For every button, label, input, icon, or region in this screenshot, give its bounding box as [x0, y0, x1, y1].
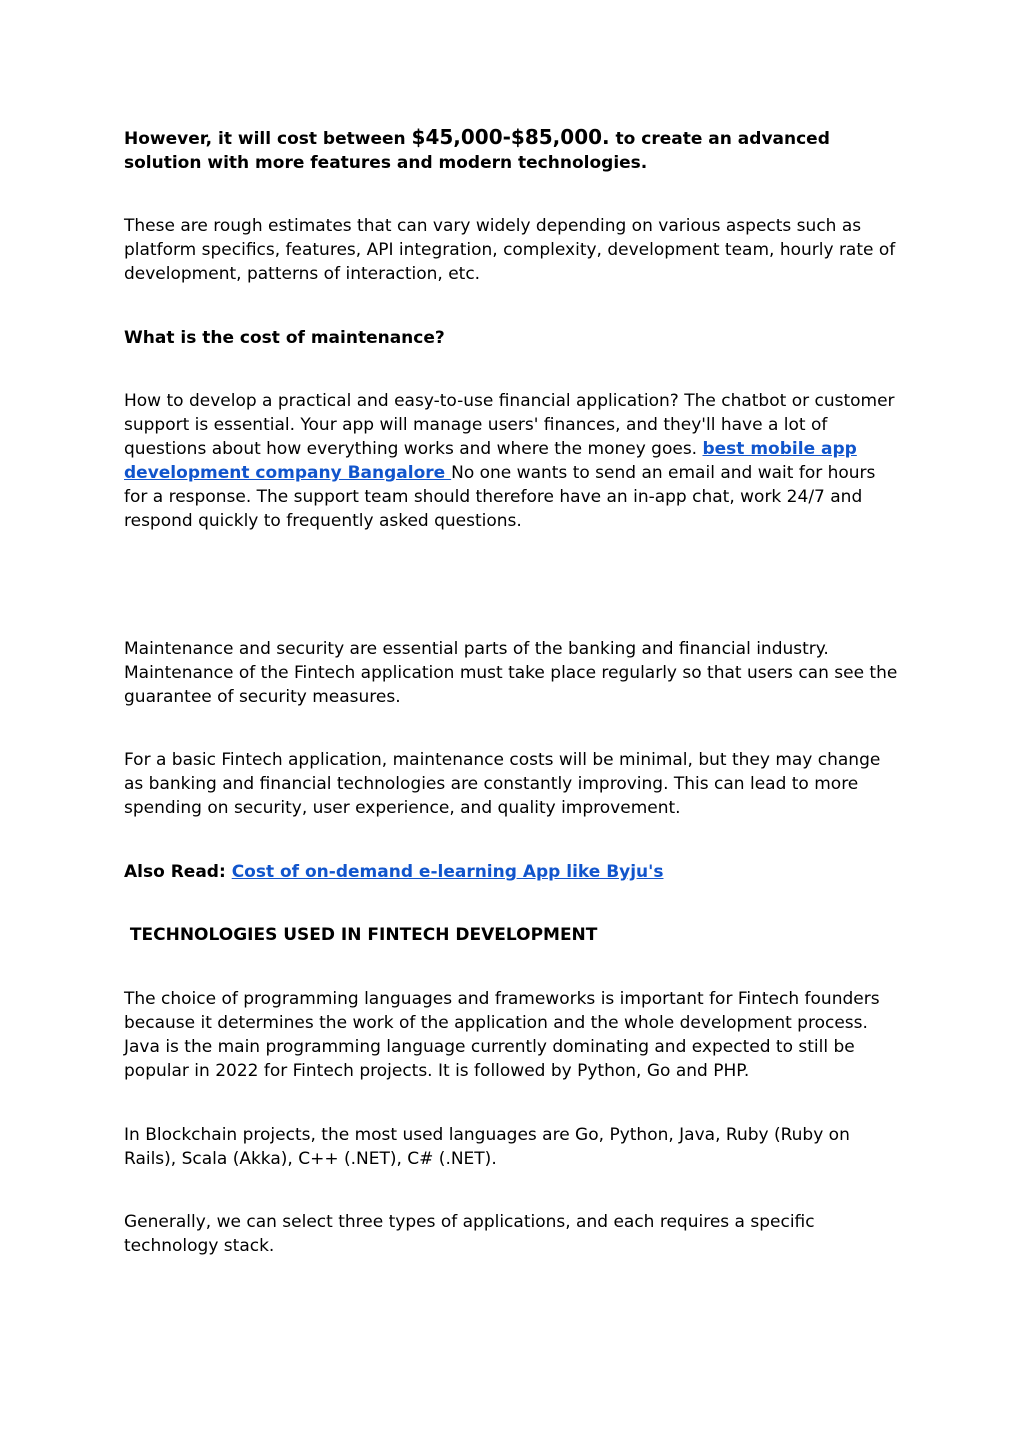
stack-paragraph: Generally, we can select three types of applications, and each requires a specific technology stack. [124, 1212, 815, 1256]
estimates-paragraph: These are rough estimates that can vary widely depending on various aspects such as platform specifics, features, API integration, complexity, development team, hourly rate of development, patterns of interaction, etc. [124, 216, 896, 284]
support-text-before-link: How to develop a practical and easy-to-use financial application? The chatbot or customer support is essential. Your app will manage users' finances, and they'll have a lot of questions about how everything works and where the money goes. [124, 391, 895, 459]
maintenance-heading: What is the cost of maintenance? [124, 328, 445, 348]
also-read-line [124, 860, 904, 884]
blockchain-paragraph: In Blockchain projects, the most used languages are Go, Python, Java, Ruby (Ruby on Rails), Scala (Akka), C++ (.NET), C# (.NET). [124, 1125, 850, 1169]
languages-paragraph: The choice of programming languages and frameworks is important for Fintech founders because it determines the work of the application and the whole development process. Java is the main programming language currently dominating and expected to still be popular in 2022 for Fintech projects. It is followed by Python, Go and PHP. [124, 989, 880, 1081]
also-read-link[interactable]: Cost of on-demand e-learning App like Byju's [231, 862, 664, 882]
support-paragraph [124, 389, 904, 533]
technologies-heading: TECHNOLOGIES USED IN FINTECH DEVELOPMENT [124, 925, 598, 945]
best-mobile-app-link[interactable]: best mobile app development company Bangalore [124, 439, 857, 483]
also-read-label: Also Read: [124, 862, 232, 882]
support-text-after-link: No one wants to send an email and wait for hours for a response. The support team should therefore have an in-app chat, work 24/7 and respond quickly to frequently asked questions. [124, 463, 876, 531]
basic-cost-paragraph: For a basic Fintech application, maintenance costs will be minimal, but they may change as banking and financial technologies are constantly improving. This can lead to more spending on security, user experience, and quality improvement. [124, 750, 881, 818]
price-range: $45,000-$85,000. [411, 125, 610, 149]
intro-pre-text: However, it will cost between [124, 129, 412, 149]
intro-paragraph [124, 125, 904, 175]
intro-post-text: to create an advanced solution with more features and modern technologies. [124, 129, 830, 173]
security-paragraph: Maintenance and security are essential parts of the banking and financial industry. Maintenance of the Fintech application must take place regularly so that users can see the guarantee of security measures. [124, 639, 898, 707]
